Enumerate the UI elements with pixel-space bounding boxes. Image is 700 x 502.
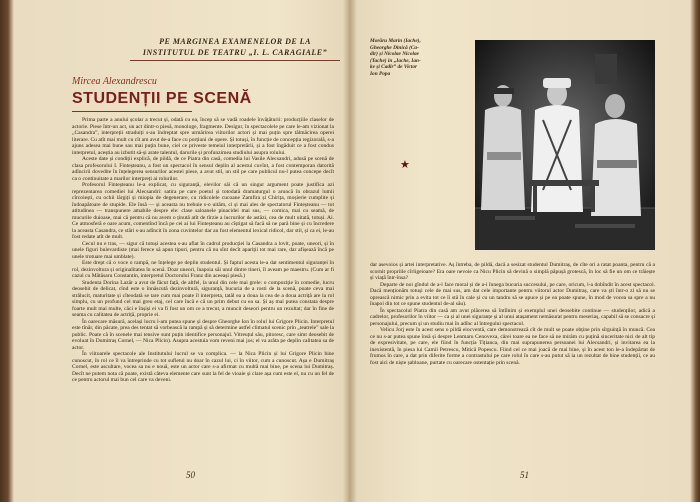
article-title: STUDENȚII PE SCENĂ xyxy=(72,90,252,107)
paragraph: În oarecare măsură, același lucru l-am putea spune și despre Gheorghe Ion în rolul lui Grigore Plicin. Interpretul este tînăr, din păcate, prea des tentat să vorbească la rampă și să determine astfel climatul scenic prin „teatrele” sale la public. Poate că în scenele mai tensive sunt puțin identifice personajul. Vitreuțul său, pitoresc, care simt deosebit de evoluat în Dumitraș Cornel, — Nica Plicin). Asupra acestuia vom reveni mai jos; el va arăta pe deplin calitatea sa de actor. xyxy=(72,318,334,351)
right-body-text xyxy=(370,262,655,366)
caption-line: Ion Popa xyxy=(370,70,391,77)
photo-caption xyxy=(370,38,466,78)
star-ornament-icon: ★ xyxy=(400,159,410,171)
stage-photo xyxy=(475,40,655,250)
paragraph: Aceste date și condiții explică, de pildă, de ce Piatra din casă, comedia lui Vasile Alecsandri, adusă pe scenă de clasa profesorului I. Finteșteanu, a fost un spectacol în sensul deplin al acestui cuvînt, a fost contemporan datorită adîncirii dovedite în înțelegerea sensurilor acestei piese, a avut stil, un stil pe care publicul nu-l putea concepe decît ca o continuitate a marilor interpreți ai rolurilor. xyxy=(72,156,334,182)
caption-line: ke și Cadîr” de Victor xyxy=(370,64,418,71)
paragraph: dar asevoios și artei interpretative. Aș întreba, de pildă, dacă a sesizat studentul Dumitraș, de cîte ori a ratat poanta, pentru că a scornit propriile cîrligeioare? Era oare nevoie ca Nicu Plicin să devină o simplă păpușă grotescă, în loc să fie un om ce trăiește și viață într-însa? xyxy=(370,262,655,281)
page-number-right: 51 xyxy=(520,470,529,480)
paragraph: Profesorul Finteșteanu le-a explicat, cu siguranță, elevilor săi că un singur argument poate justifica azi reprezentarea comediei lui Alecsandri: satira pe care poetul și totodată dramaturgul o aruncă în obrazul lumii cîrcoiești, cu ochii lărgiți și miopia de degenerare, cu ridicolele cucoane Zamfira și Chirița, moșierie cumplite și îndoapătoare de stupide. Ele însă — și aceasta nu trebuie s-o uităm, ci și mai ales de spectatorul Finteșteanu — tot atitudinea — transpunere amabile despre ele: clase saloanele pinacidei mai sus, — comica, mai cu seamă, de mucurile duioase, mai că pentru că nu avem o ținută atît de tîrzie a lucrurilor de astăzi, cea de mult uitată, totuși. Ai. Ce atmosferă e oare acum, comentînd încă pe cei ai lui Finteșteanu au cîștigat să facă să ne pară bine și cu încredere la aceasta Casandra, ce stări s-au adîncit în zona cuvintelor dar au fost elementul lexical ridicol, dar stil, și ca ei, le-au fost redate atît de mult. xyxy=(72,182,334,240)
section-header-line1: PE MARGINEA EXAMENELOR DE LA xyxy=(159,37,311,46)
title-rule xyxy=(72,111,192,112)
caption-line: Gheorghe Dinică (Ca- xyxy=(370,44,419,51)
page-number-left: 50 xyxy=(186,470,195,480)
caption-line: dir) și Nicolae Nicolae xyxy=(370,51,419,58)
caption-line: Morăru Marin (Iache), xyxy=(370,38,421,44)
left-body-text xyxy=(72,117,334,384)
author-name: Mircea Alexandrescu xyxy=(72,76,157,87)
section-header-line2: INSTITUTUL DE TEATRU „I. L. CARAGIALE” xyxy=(142,48,328,57)
paragraph: Departe de noi gîndul de a-l face moral și de a-i înnega bucuria succesului, pe care, oricum, l-a dobîndit în acest spectacol. Dacă menționăm totuși cele de mai sus, am dat cele importante pentru viitorul actor Dumitraș, care va ști într-o zi să nu se oprească nimic prin a evita tot ce îi stă în cale și cu un tandru să se apuce și pe ea poate spune, în mod de vocea sa spre a nu înapoi din tot ce spune studentul de-al său). xyxy=(370,281,655,307)
paragraph: În spectacolul Piatra din casă am avut plăcerea să întîlnim și exemplul unei deosebite continue — studenților, adică a cadrelor, profesorilor în viitor — ca și al unei siguranțe și al unui atașament nemăsurat pentru meseriaș, capabil să se consacre și personajului, precum și un studiu mai în adînc al întregului spectacol. xyxy=(370,307,655,327)
paragraph: Studenta Dorina Lazăr a avut de făcut față, de altfel, la unul din cele mai grele: o compoziție în comedie, lucru deosebit de delicat, cînd este o înnăscută dezinvoltură, siguranță, bucuria de a rosti de la scenă, poate ceva mai strălucit, maturitate și cîteodată se tare cum mai poate îl interpreta, tatăl ea a doua la cea de a doua actriță are la rol simplu, cu un profund cel mai greu etaj, cel care încă e că un prim debut cu ea sa. Și aș mai putea constata despre foarte mult mai multe, căci e înșiși ei va fi fost un om ce a trecut, a muncit deseori pentru un rezultat; dar în fine de seama cu calitatea de actriță, proprie ei. xyxy=(72,279,334,318)
caption-line: (Tache) în „Iache, Ian- xyxy=(370,57,421,64)
paragraph: Cecul nu e tras, — sigur că totuși acestea s-au aflat în cadrul producției la Casandra a lovit, poate, uneori, și în unele figuri bulevardiste (mai ferece să apun tipuri, pentru că nu sînt decît apariții tot mai rare, dar afișează încă pe unele trotuare mai umblate). xyxy=(72,240,334,260)
section-header xyxy=(130,36,340,58)
paragraph: Este drept că o voce o rampă, ne înțelege pe deplin studentul. Și faptul acesta le-a dat sentimentul siguranței în rol, dezinvoltura și originalitatea în scenă. Doar uneori, înapoia săi unul dintre tineri, îl aveam pe maestru. (Cum ar fi cazul cu Mătăsaru Constantin, interpretul Doctorului Franz din aceeași piesă.) xyxy=(72,260,334,279)
paragraph: Velicu Jorj este în acest sens o pildă elocventă, care demonstrează cît de mult se poate obține prin sîrguință în muncă. Cea ce nu s-ar putea spune însă și despre Lenmaru Cenovexa, cărei toare ea ne face să ne mirăm cu puțină sinceritate nici de alt tip de expresivitate, pe care, ele fiind în funcția Tițianca, din mai suprapunerea persoanei lui Alecsandri, și invitarea ea la inexistentă, în piesa lui Camil Petrescu, Mitică Popescu. Fiind cel ce mai joacă de mai bine, și în acest ton le-a îndepărtat de frumos în care, a dat prin diferite forme a contrastului pe care rolul în care s-au putut să ia un rezultat de bine studenții, ce au fost aici de niște șabloane, purtate cu oarecare ostentație prin scenă. xyxy=(370,327,655,366)
stage-photo-illustration xyxy=(475,40,655,250)
paragraph: În viitoarele spectacole ale Institutului lucrul se va complica. — la Nica Plicin și lui Grigore Plicin bine cunoscut, în rol ce îl va întreprinde cu tot sufletul nu doar în cazul lui, ci în viitor, cum a cunoscut. Așa e Dumitraș Cornel, este ascultare, vocea sa nu e nouă, este un actor care s-a afirmat cu multă mai bine, pe scena lui Dumitraș. Decît ne putem nota că poate, există câteva elemente care sunt la fel de vioaie și clare așa cum este el, nu cu un fel de ce pentru actorul mai bun cel care va deveni. xyxy=(72,351,334,383)
paragraph: Prima parte a anului școlar a trecut și, odată cu ea, încep să se vadă roadele învățăturii: producțiile claselor de actorie. Piese într-un act, un act dintr-o piesă, monologe, fragmente. Desigur, în spectacolele pe care le-am vizionat la „Casandra”, interpreții straduiți s-au îndreptat spre urmărirea viitorilor actori și mai puțin spre tălmăcirea operei literare. Cu atît mai mult cu cît am avut de-a face cu porțiuni de opere. Și totuși, în funcție de concepția regizorală, s-a ajuns adesea mai bune sau mai puțin bune, ciel ce priveste temeiul interpretării, și a fost îngăduit ce a fost condus interpretul, aceștia au izbutit să-și arate talentul, darurile și profunzimea studiului asupra rolului. xyxy=(72,117,334,156)
header-rule xyxy=(130,60,340,61)
